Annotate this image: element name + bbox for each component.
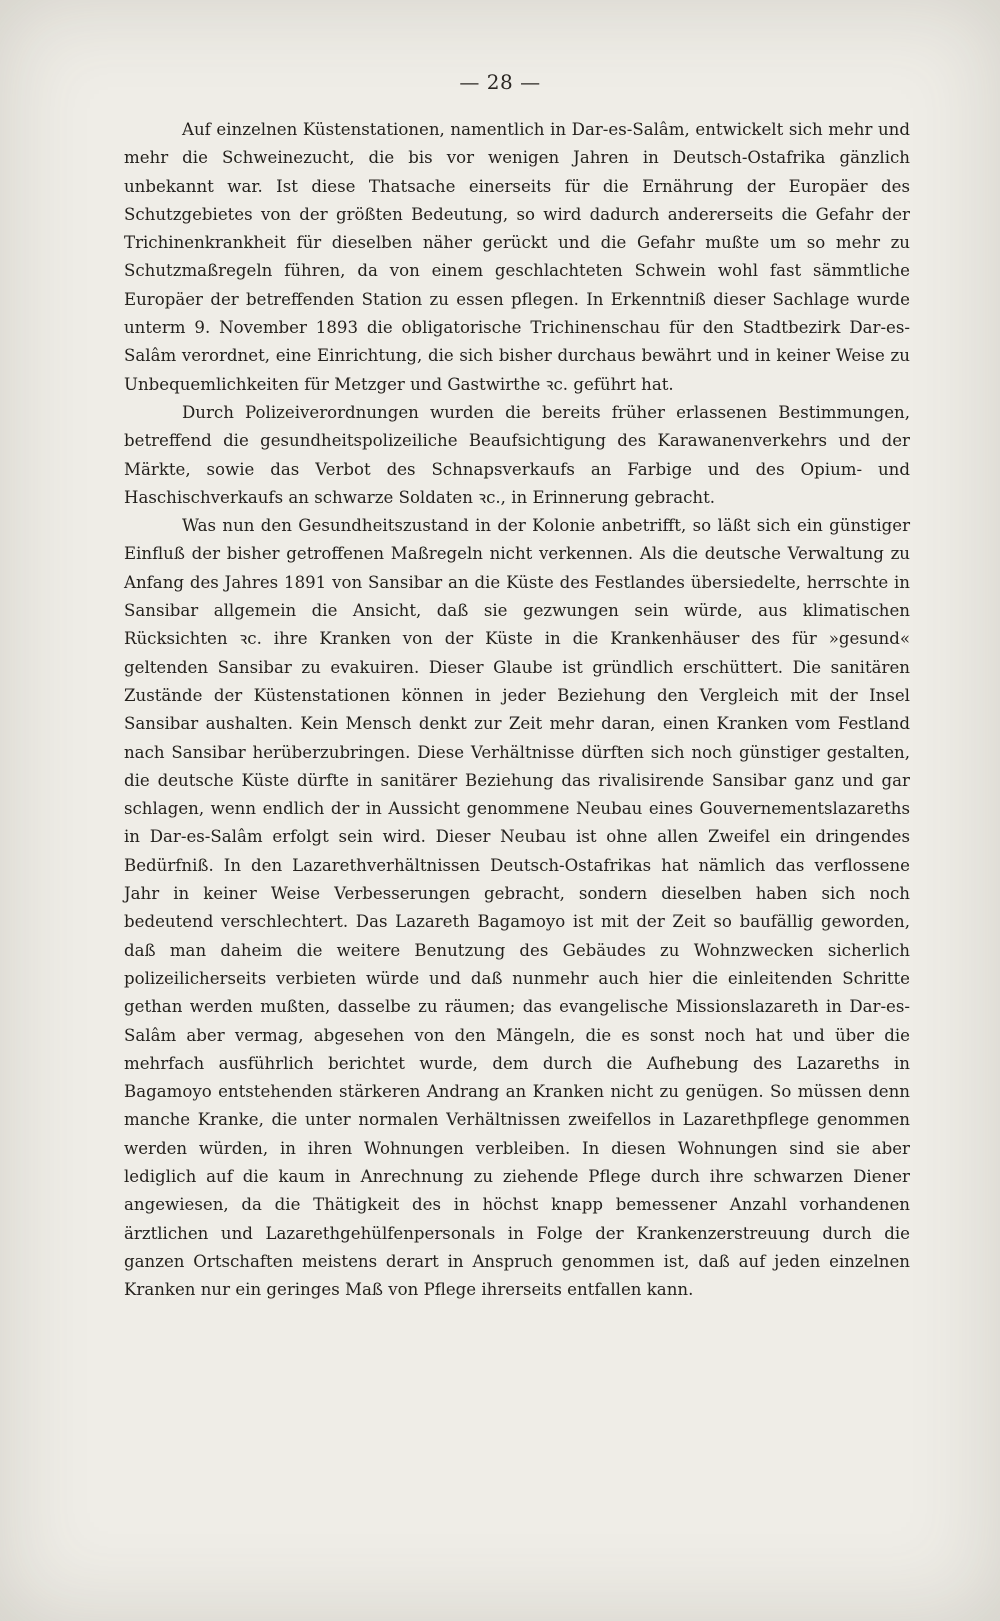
- paragraph-2: Durch Polizeiverordnungen wurden die bereits früher erlassenen Bestimmungen, betreffend die gesundheitspolizeiliche Beaufsichtigung des Karawanenverkehrs und der Märkte, sowie das Verbot des Schnapsverkaufs an Farbige und des Opium- und Haschischverkaufs an schwarze Soldaten ꝛc., in Erinnerung gebracht.: [124, 402, 910, 507]
- page-text: [124, 116, 910, 1304]
- page-number: — 28 —: [459, 70, 541, 94]
- paragraph-3: Was nun den Gesundheitszustand in der Kolonie anbetrifft, so läßt sich ein günstiger Einfluß der bisher getroffenen Maßregeln nicht verkennen. Als die deutsche Verwaltung zu Anfang des Jahres 1891 von Sansibar an die Küste des Festlandes übersiedelte, herrschte in Sansibar allgemein die Ansicht, daß sie gezwungen sein würde, aus klimatischen Rücksichten ꝛc. ihre Kranken von der Küste in die Krankenhäuser des für »gesund« geltenden Sansibar zu evakuiren. Dieser Glaube ist gründlich erschüttert. Die sanitären Zustände der Küstenstationen können in jeder Beziehung den Vergleich mit der Insel Sansibar aushalten. Kein Mensch denkt zur Zeit mehr daran, einen Kranken vom Festland nach Sansibar herüberzubringen. Diese Verhältnisse dürften sich noch günstiger gestalten, die deutsche Küste dürfte in sanitärer Beziehung das rivalisirende Sansibar ganz und gar schlagen, wenn endlich der in Aussicht genommene Neubau eines Gouvernementslazareths in Dar-es-Salâm erfolgt sein wird. Dieser Neubau ist ohne allen Zweifel ein dringendes Bedürfniß. In den Lazarethverhältnissen Deutsch-Ostafrikas hat nämlich das verflossene Jahr in keiner Weise Verbesserungen gebracht, sondern dieselben haben sich noch bedeutend verschlechtert. Das Lazareth Bagamoyo ist mit der Zeit so baufällig geworden, daß man daheim die weitere Benutzung des Gebäudes zu Wohnzwecken sicherlich polizeilicherseits verbieten würde und daß nunmehr auch hier die einleitenden Schritte gethan werden mußten, dasselbe zu räumen; das evangelische Missionslazareth in Dar-es-Salâm aber vermag, abgesehen von den Mängeln, die es sonst noch hat und über die mehrfach ausführlich berichtet wurde, dem durch die Aufhebung des Lazareths in Bagamoyo entstehenden stärkeren Andrang an Kranken nicht zu genügen. So müssen denn manche Kranke, die unter normalen Verhältnissen zweifellos in Lazarethpflege genommen werden würden, in ihren Wohnungen verbleiben. In diesen Wohnungen sind sie aber lediglich auf die kaum in Anrechnung zu ziehende Pflege durch ihre schwarzen Diener angewiesen, da die Thätigkeit des in höchst knapp bemessener Anzahl vorhandenen ärztlichen und Lazarethgehülfenpersonals in Folge der Krankenzerstreuung durch die ganzen Ortschaften meistens derart in Anspruch genommen ist, daß auf jeden einzelnen Kranken nur ein geringes Maß von Pflege ihrerseits entfallen kann.: [124, 516, 910, 1300]
- paragraph-1: Auf einzelnen Küstenstationen, namentlich in Dar-es-Salâm, entwickelt sich mehr und mehr die Schweinezucht, die bis vor wenigen Jahren in Deutsch-Ostafrika gänzlich unbekannt war. Ist diese Thatsache einerseits für die Ernährung der Europäer des Schutzgebietes von der größten Bedeutung, so wird dadurch andererseits die Gefahr der Trichinenkrankheit für dieselben näher gerückt und die Gefahr mußte um so mehr zu Schutzmaßregeln führen, da von einem geschlachteten Schwein wohl fast sämmtliche Europäer der betreffenden Station zu essen pflegen. In Erkenntniß dieser Sachlage wurde unterm 9. November 1893 die obligatorische Trichinenschau für den Stadtbezirk Dar-es-Salâm verordnet, eine Einrichtung, die sich bisher durchaus bewährt und in keiner Weise zu Unbequemlichkeiten für Metzger und Gastwirthe ꝛc. geführt hat.: [124, 120, 910, 394]
